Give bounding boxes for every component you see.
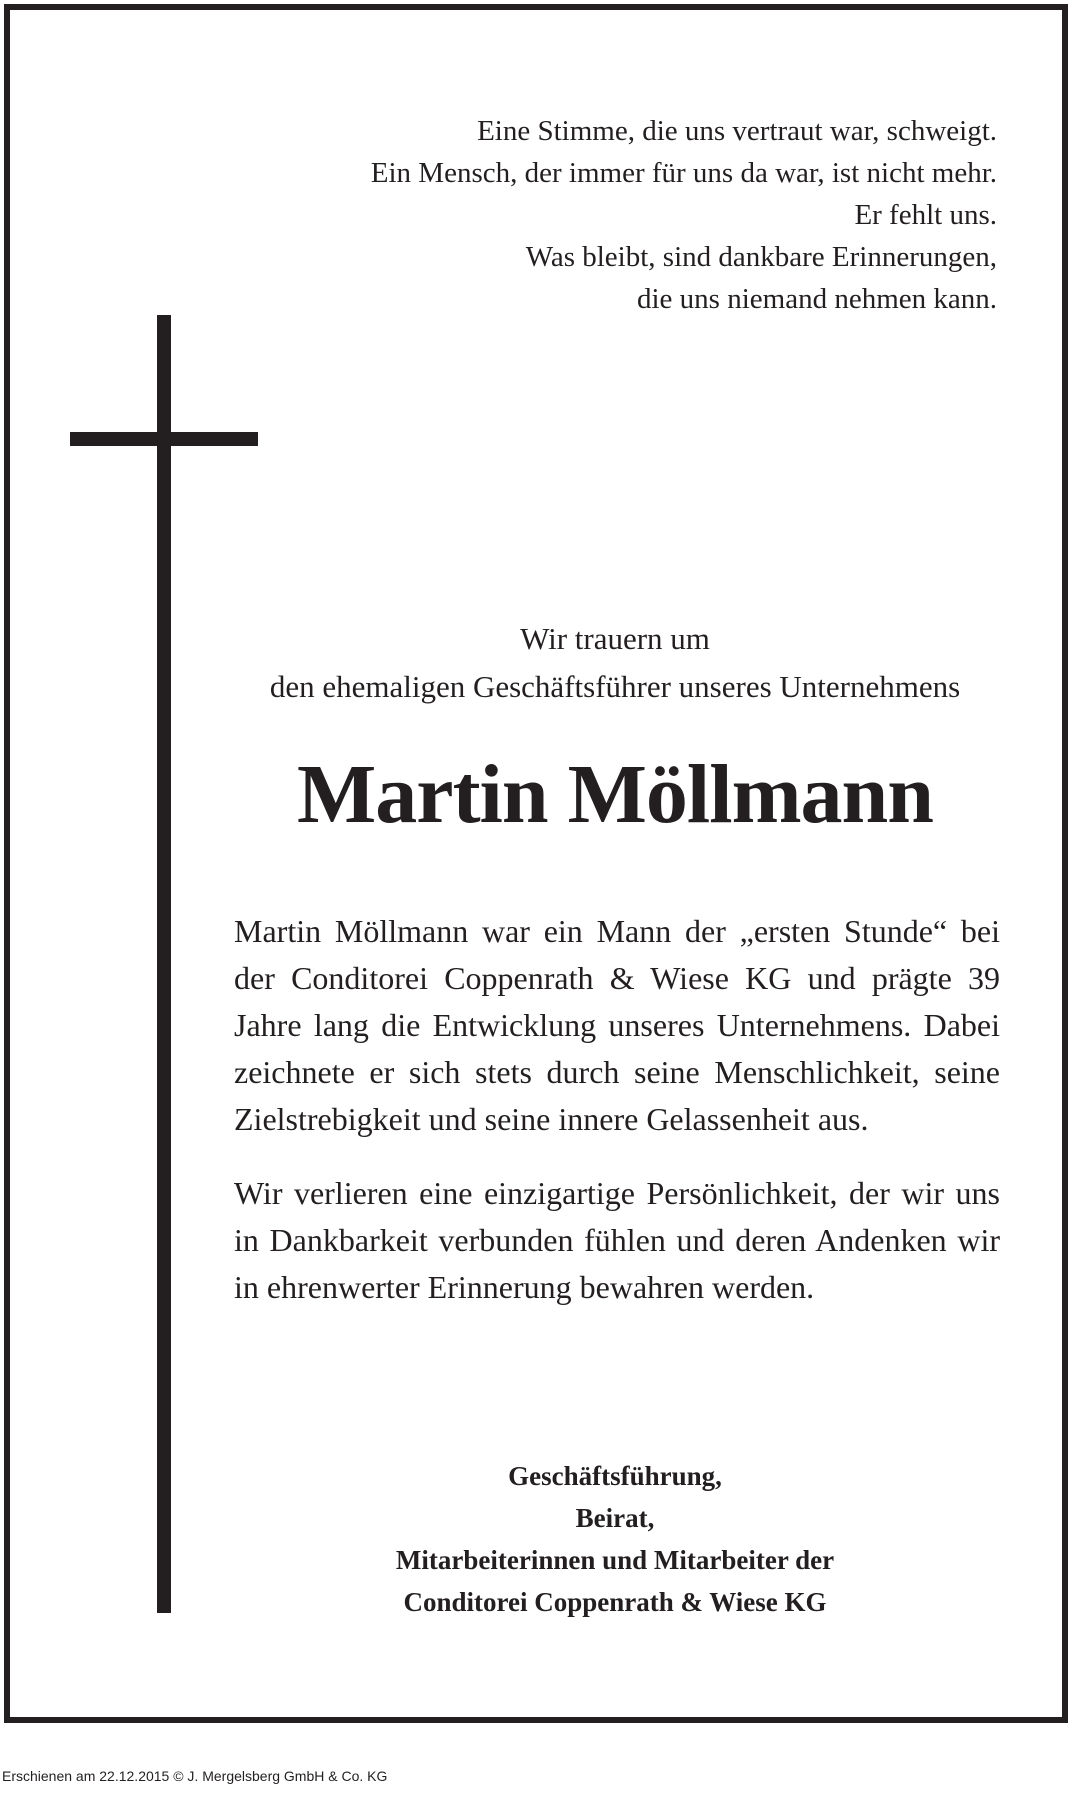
mourning-intro: [230, 615, 1000, 711]
deceased-name: Martin Möllmann: [297, 748, 933, 841]
signature-block: [230, 1455, 1000, 1623]
memorial-poem: [371, 110, 997, 320]
poem-line: Er fehlt uns.: [854, 199, 997, 231]
signature-line: Conditorei Coppenrath & Wiese KG: [403, 1587, 827, 1617]
signature-line: Beirat,: [575, 1503, 655, 1533]
publication-credit: Erschienen am 22.12.2015 © J. Mergelsberg GmbH & Co. KG: [2, 1768, 388, 1784]
poem-line: die uns niemand nehmen kann.: [637, 283, 997, 315]
cross-horizontal-bar: [70, 432, 258, 446]
mourning-intro-line: den ehemaligen Geschäftsführer unseres Unternehmens: [269, 669, 961, 704]
tribute-paragraph: Wir verlieren eine einzigartige Persönlichkeit, der wir uns in Dankbarkeit verbunden fühlen und deren Andenken wir in ehrenwerter Erinnerung bewahren werden.: [234, 1175, 1000, 1305]
mourning-intro-line: Wir trauern um: [520, 621, 710, 656]
cross-vertical-bar: [157, 315, 171, 1613]
poem-line: Was bleibt, sind dankbare Erinnerungen,: [525, 241, 997, 273]
signature-line: Geschäftsführung,: [508, 1461, 722, 1491]
tribute-paragraph: Martin Möllmann war ein Mann der „ersten Stunde“ bei der Conditorei Coppenrath & Wiese KG und prägte 39 Jahre lang die Entwicklung unseres Unternehmens. Dabei zeichnete er sich stets durch seine Menschlichkeit, seine Zielstrebigkeit und seine innere Gelassenheit aus.: [234, 913, 1000, 1137]
signature-line: Mitarbeiterinnen und Mitarbeiter der: [395, 1545, 835, 1575]
poem-line: Ein Mensch, der immer für uns da war, ist nicht mehr.: [370, 157, 997, 189]
poem-line: Eine Stimme, die uns vertraut war, schweigt.: [477, 115, 997, 147]
